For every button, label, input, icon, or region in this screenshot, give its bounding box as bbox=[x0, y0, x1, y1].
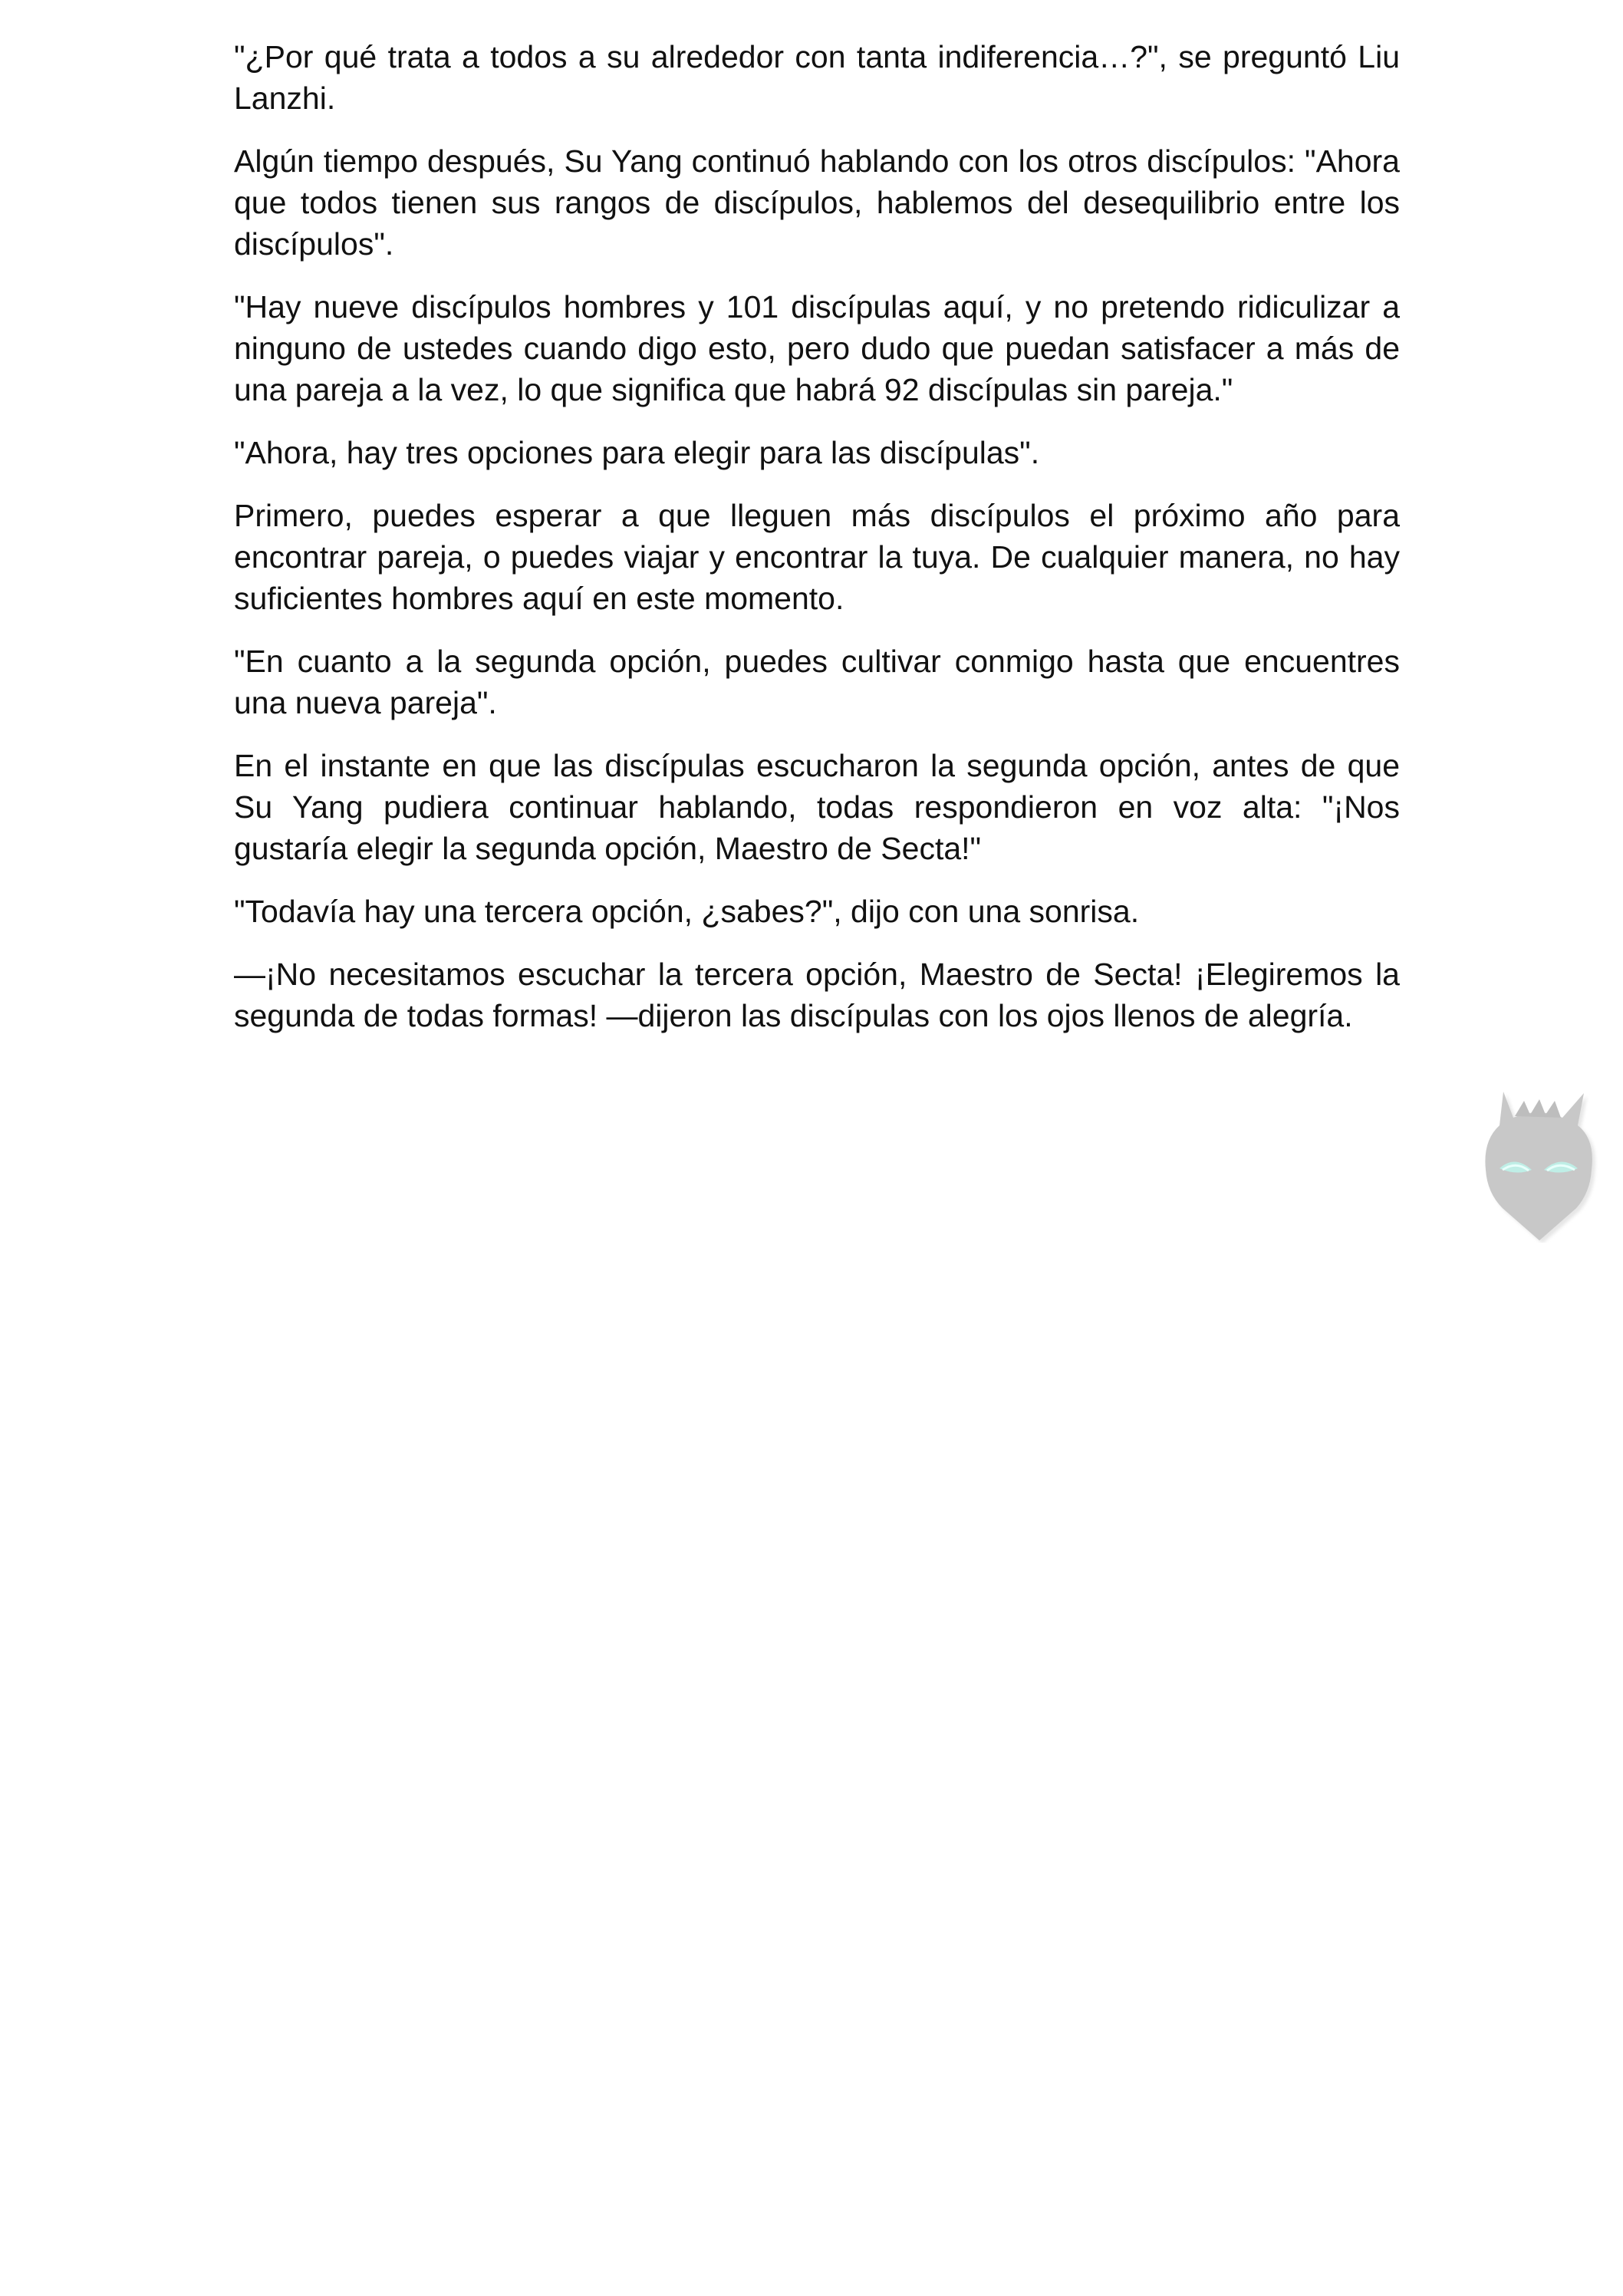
paragraph-1: "¿Por qué trata a todos a su alrededor con tanta indiferencia…?", se preguntó Liu Lanzhi. bbox=[234, 39, 1400, 116]
paragraph-3: "Hay nueve discípulos hombres y 101 discípulas aquí, y no pretendo ridiculizar a ninguno de ustedes cuando digo esto, pero dudo que puedan satisfacer a más de una pareja a la vez, lo que significa que habrá 92 discípulas sin pareja." bbox=[234, 289, 1400, 407]
paragraph-9: —¡No necesitamos escuchar la tercera opción, Maestro de Secta! ¡Elegiremos la segunda de todas formas! —dijeron las discípulas con los ojos llenos de alegría. bbox=[234, 957, 1400, 1033]
document-body bbox=[234, 36, 1400, 1058]
paragraph-4: "Ahora, hay tres opciones para elegir para las discípulas". bbox=[234, 435, 1040, 470]
paragraph-2: Algún tiempo después, Su Yang continuó hablando con los otros discípulos: "Ahora que todos tienen sus rangos de discípulos, hablemos del desequilibrio entre los discípulos". bbox=[234, 143, 1400, 262]
demon-head-icon bbox=[1469, 1078, 1607, 1243]
paragraph-6: "En cuanto a la segunda opción, puedes cultivar conmigo hasta que encuentres una nueva pareja". bbox=[234, 644, 1400, 720]
paragraph-5: Primero, puedes esperar a que lleguen más discípulos el próximo año para encontrar pareja, o puedes viajar y encontrar la tuya. De cualquier manera, no hay suficientes hombres aquí en este momento. bbox=[234, 498, 1400, 616]
paragraph-8: "Todavía hay una tercera opción, ¿sabes?", dijo con una sonrisa. bbox=[234, 894, 1140, 929]
paragraph-7: En el instante en que las discípulas escucharon la segunda opción, antes de que Su Yang pudiera continuar hablando, todas respondieron en voz alta: "¡Nos gustaría elegir la segunda opción, Maestro de Secta!" bbox=[234, 748, 1400, 866]
